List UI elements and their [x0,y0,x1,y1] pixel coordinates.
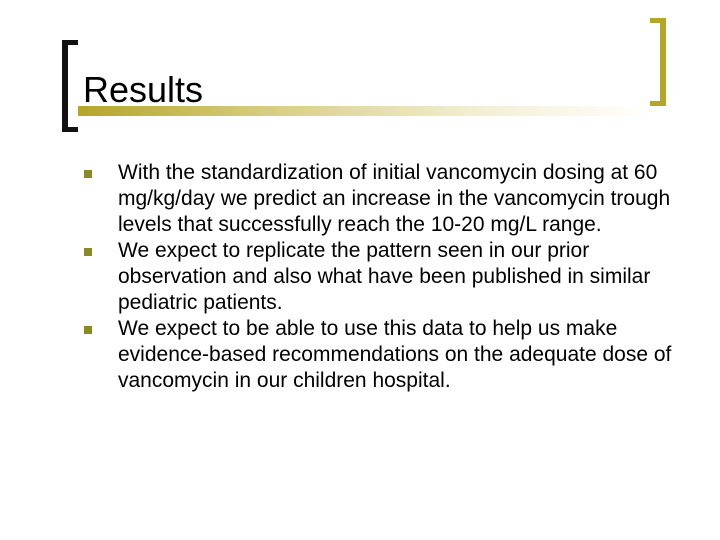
bullet-marker-icon [84,170,92,178]
bullet-text: We expect to replicate the pattern seen in our prior observation and also what have been published in similar pediatric patients. [118,239,651,314]
bullet-text: We expect to be able to use this data to help us make evidence-based recommendations on the adequate dose of vancomycin in our children hospital. [118,317,672,392]
bullet-item [80,316,680,394]
slide-title: Results [83,69,204,110]
left-bracket-decoration [62,40,78,132]
bullet-item [80,160,680,238]
bullet-item [80,238,680,316]
bullet-text: With the standardization of initial vancomycin dosing at 60 mg/kg/day we predict an increase in the vancomycin trough levels that successfully reach the 10-20 mg/L range. [118,161,671,236]
bullet-marker-icon [84,326,92,334]
right-bracket-decoration [650,18,666,106]
bullet-list [80,160,680,394]
bullet-marker-icon [84,248,92,256]
